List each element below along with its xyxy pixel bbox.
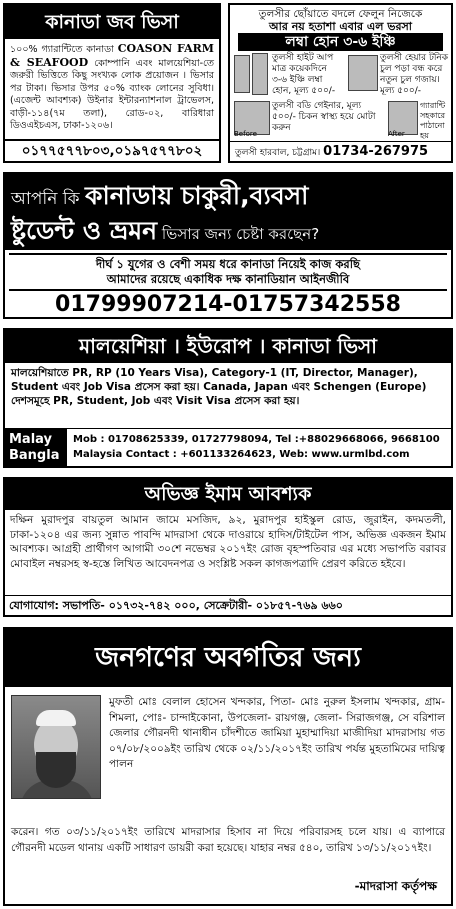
ad-header [5, 174, 451, 250]
after-label: After [388, 130, 405, 138]
headline-main: কানাডায় চাকুরী,ব্যবসা [84, 181, 309, 210]
ad-footer-contact: যোগাযোগ: সভাপতি- ০১৭৩২-৭৪২ ০০০, সেক্রেটারী- ০১৮৫৭-৭৬৯ ৬৬০ [5, 595, 451, 615]
bd-contact: Mob : 01708625339, 01727798094, Tel :+88029668066, 9668100 [73, 434, 440, 445]
notice-body-2: করেন। গত ০৩/১১/২০১৭ইং তারিখে মাদরাসার হিসাব না দিয়ে পরিবারসহ চলে যায়। এ ব্যাপারে গৌরনদী মডেল থানায় একটি সাধারণ ডায়রী করা হয়েছে। যাহার নম্বর ৫৪০, তারিখ ১৩/১১/২০১৭ইং। [11, 826, 445, 854]
ad-canada-consultancy [3, 172, 453, 319]
signature: -মাদরাসা কর্তৃপক্ষ [354, 879, 437, 893]
headline-line-1 [11, 180, 445, 215]
contacts [67, 429, 446, 466]
person-short-image [234, 55, 250, 93]
ad-malaysia-europe-canada-visa [3, 328, 453, 468]
ad-title: অভিজ্ঞ ইমাম আবশ্যক [5, 479, 451, 510]
ad-body: দক্ষিন মুরাদপুর বায়তুল আমান জামে মসজিদ, ৯২, মুরাদপুর হাইস্কুল রোড, জুরাইন, কদমতলী, ঢাকা-১২০৪ এর জন্য সুন্নাত পাবন্দি মাদরাসা থেকে দাওরায়ে হাদিস/টাইটেল পাস, অভিজ্ঞ একজন ইমাম আবশ্যক। আগ্রহী প্রার্থীগণ আগামী ৩০শে নভেম্বর ২০১৭ইং রোজ বৃহস্পতিবার এর মধ্যে সভাপতি বরাবর মোবাইল নম্বরসহ স্ব-হস্তে লিখিত আবেদনপত্র ও সংশ্লিষ্ট সকল কাগজপত্রাদি প্রেরণ করিতে হইবে। [10, 514, 446, 570]
company-name: COASON FARM & SEAFOOD [10, 42, 214, 69]
notice-title: জনগণের অবগতির জন্য [5, 629, 451, 687]
headline-suffix: ভিসার জন্য চেষ্টা করছেন? [157, 225, 320, 243]
experience-line-1: দীর্ঘ ১ যুগের ও বেশী সময় ধরে কানাডা নিয়েই কাজ করছি [95, 257, 361, 271]
product-grid [230, 51, 451, 141]
ad-title: কানাডা জব ভিসা [5, 5, 219, 39]
before-label: Before [234, 130, 257, 138]
product-hair-tonic: তুলসী হেয়ার টনিক চুল পড়া বন্ধ করে নতুন চুল গজায়। মূল্য ৫০০/- [380, 53, 449, 96]
headline-prefix: আপনি কি [11, 189, 85, 209]
ad-canada-job-visa [3, 3, 221, 163]
person-photo [11, 695, 101, 799]
ad-body [5, 39, 219, 137]
headline-line-2 [11, 215, 445, 250]
ad-footer [5, 428, 451, 466]
contact-phone: ০১৭৭৫৭৭৮০৩,০১৯৭৫৭৭৮০২ [5, 139, 219, 161]
public-notice [3, 627, 453, 906]
headline-3: লম্বা হোন ৩-৬ ইঞ্চি [238, 33, 443, 51]
body-text-post: কোম্পানি এবং মালয়েশিয়া-তে জরুরী ভিত্তিতে কিছু সংখ্যক লোক প্রয়োজন । ভিসার পর টাকা। ভিসার উপর ৫০% ব্যাংক লোনের সুবিধা। (এজেন্ট আবশ্যক) উইনার ইন্টারন্যাশনাল ট্রাভেলস, বাড়ী-১১৪(৭ম তলা), রোড-০২, বারিধারা ডিওএইচএস, ঢাকা-১২০৬। [10, 57, 214, 131]
malaysia-contact: Malaysia Contact : +601133264623, Web: www.urmlbd.com [73, 449, 410, 460]
product-body-gainer: তুলসী বডি গেইনার, মূল্য ৫০০/- চিকন স্বাস্থ্য হয়ে মোটা করুন [272, 101, 376, 133]
ad-footer [230, 141, 451, 161]
ad-imam-wanted [3, 477, 453, 617]
product-height-up: তুলসী হাইট আপ মাত্র কয়েকদিনে ৩-৬ ইঞ্চি লম্বা হোন, মূল্য ৫০০/- [272, 53, 336, 96]
headline-2: আর নয় হতাশা এবার এল ভরসা [269, 20, 412, 33]
headline-1: তুলসীর ছোঁয়াতে বদলে ফেলুন নিজেকে [258, 8, 423, 20]
brand-logo [5, 429, 67, 466]
ad-title: মালয়েশিয়া । ইউরোপ । কানাডা ভিসা [5, 330, 451, 363]
notice-body-1: মুফতী মোঃ বেলাল হোসেন খন্দকার, পিতা- মোঃ নুরুল ইসলাম খন্দকার, গ্রাম- শিমলা, পোঃ- চান্দাইকোনা, উপজেলা- রায়গঞ্জ, জেলা- সিরাজগঞ্জ, সে বরিশাল জেলার গৌরনদী থানাধীন চাঁদশীতে জামিয়া মুহাম্মাদিয়া মাজীদিয়া মাদরাসায় গত ০৭/০৮/২০০৯ইং তারিখ থেকে ০২/১১/২০১৭ইং তারিখ পর্যন্ত মুহতামিমের দায়িত্ব পালন [109, 696, 445, 770]
experience-bar [9, 253, 447, 291]
address: তুলসী হারবাল, চট্টগ্রাম। [235, 148, 321, 158]
hair-image [348, 55, 378, 91]
ad-body: মালয়েশিয়াতে PR, RP (10 Years Visa), Category-1 (IT, Director, Manager), Student এবং Job Visa প্রসেস করা হয়। Canada, Japan এবং Schengen (Europe) দেশসমূহে PR, Student, Job এবং Visit Visa প্রসেস করা হয়। [11, 367, 427, 407]
contact-phone: 01734-267975 [323, 144, 429, 159]
contact-phones: 01799907214-01757342558 [55, 292, 401, 317]
headline-main-2: ষ্টুডেন্ট ও ভ্রমন [11, 216, 158, 245]
person-tall-image [252, 53, 268, 95]
brand-line-2: Bangla [9, 448, 60, 463]
guarantee-note: গ্যারান্টি সহকারে পাঠানো হয় [420, 101, 446, 140]
body-text-pre: ১০০% গ্যারান্টিতে কানাডা [10, 44, 118, 55]
experience-line-2: আমাদের রয়েছে একাধিক দক্ষ কানাডিয়ান আইনজীবি [106, 272, 350, 286]
brand-line-1: Malay [9, 432, 53, 447]
ad-tulsi-herbal [228, 3, 453, 163]
